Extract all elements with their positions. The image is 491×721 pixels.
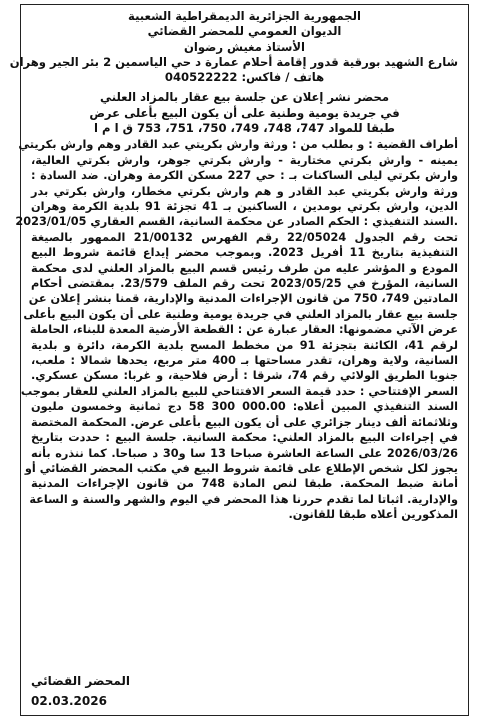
body-line: المودع و المؤشر عليه من طرف رئيس قسم البيع بالمزاد العلني لدى محكمة	[31, 261, 458, 275]
notice-title	[31, 90, 458, 136]
body-line: 2026/03/26 على الساعة العاشرة صباحا 13 سا و30 د صباحا. كما ننذره بأنه	[31, 446, 458, 460]
body-line: تحت رقم الجدول 22/05024 رقم الفهرس 21/00132 الممهور بالصيغة	[31, 230, 458, 244]
notice-header	[9, 9, 458, 85]
office-phone: هاتف / فاكس: 040522222	[164, 70, 325, 85]
body-line: يجوز لكل شخص الإطلاع على قائمة شروط البيع في مكتب المحضر القضائي أو	[24, 461, 458, 475]
body-line: السعر الإفتتاحي : حدد قيمة السعر الافتتاحي للبيع بالمزاد العلني للعقار بموجب	[20, 384, 458, 398]
body-line: جلسة بيع عقار بالمزاد العلني في جريدة يومية وطنية على أن يكون البيع بأعلى	[23, 307, 458, 321]
body-line: المذكورين أعلاه طبقا للقانون.	[288, 508, 458, 522]
body-line: في إجراءات البيع بالمزاد العلني: محكمة السانية. جلسة البيع : حددت بتاريخ	[31, 431, 458, 445]
body-line: السند التنفيذي المبين أعلاه: 000.00 300 58 دج ثمانية وخمسون مليون	[31, 400, 459, 414]
body-line: .السند التنفيذي : الحكم الصادر عن محكمة السانية، القسم العقاري 2023/01/05	[15, 215, 458, 229]
body-line: لرقم 41، الكائنة بتجزئة 91 من مخطط المسح بلدية الكرمة، دائرة و بلدية	[31, 338, 458, 352]
body-line: وثلاثمائة ألف دينار جزائري على أن يكون البيع بأعلى عرض. المحكمة المختصة	[31, 415, 458, 429]
body-line: السانية، المؤرخ في 2023/05/25 تحت رقم الملف 23/579. بمقتضى أحكام	[31, 277, 458, 291]
body-line: التنفيذية بتاريخ 11 أفريل 2023. وبموجب محضر إيداع قائمة شروط البيع	[31, 246, 459, 260]
body-line: والإدارية. اثباتا لما تقدم حررنا هذا المحضر في اليوم والشهر والسنة و الساعة	[29, 492, 458, 506]
office-address: شارع الشهيد بورقية قدور إقامة أحلام عمارة د حي الياسمين 2 بئر الجير وهران	[9, 54, 458, 69]
body-line: أطراف القضية : و بطلب من : ورثة وارش بكريتي عبد القادر وهم وارش بكريتي	[18, 138, 458, 152]
office-name: الديوان العمومي للمحضر القضائي	[147, 24, 342, 39]
body-line: المادتين 749، 750 من قانون الإجراءات المدنية والإدارية، قمنا بنشر إعلان عن	[28, 292, 458, 306]
signature-label: المحضر القضائي	[31, 674, 131, 688]
signature-date: 02.03.2026	[31, 694, 107, 708]
body-line: السانية، ولاية وهران، تقدر مساحتها بـ 400 متر مربع، يحدها شمالا : ملعب،	[31, 354, 458, 368]
body-line: جنوبا الطريق الولائي رقم 74، شرقا : أرض فلاحية، و غربا: مسكن عسكري.	[31, 369, 458, 383]
legal-notice	[9, 4, 469, 716]
title-line-2: في جريدة يومية وطنية على أن يكون البيع بأعلى عرض	[89, 105, 400, 120]
body-line: أمانة ضبط المحكمة. طبقا لنص المادة 748 من قانون الإجراءات المدنية	[31, 477, 458, 491]
title-line-3: طبقا للمواد 747، 748، 749، 750، 751، 753 ق ا م ا	[94, 121, 395, 136]
body-line: ورثة وارش بكريتي عبد القادر و هم وارش بكرتي مخطار، وارش بكرتي بدر	[31, 184, 458, 198]
republic-title: الجمهورية الجزائرية الديمقراطية الشعبية	[128, 9, 361, 23]
notice-body	[15, 137, 459, 522]
body-line: الدين، وارش بكرتي بومدين ، الساكنين بـ 41 تجزئة 91 بلدية الكرمة وهران	[31, 200, 458, 213]
body-line: يمينه - وارش بكرتي مختارية - وارش بكرتي جوهر، وارش بكرتي العالية،	[31, 153, 458, 167]
signature-block	[31, 671, 130, 711]
body-line: وارش بكرتي ليلى الساكنات بـ : حي 227 مسكن الكرمة وهران. ضد السادة :	[31, 169, 458, 183]
title-line-1: محضر نشر إعلان عن جلسة بيع عقار بالمزاد العلني	[99, 90, 390, 105]
body-line: عرض الآتي مضمونها: العقار عبارة عن : القطعة الأرضية المعدة للبناء، الحاملة	[29, 323, 458, 337]
bailiff-name: الأستاذ مغيش رضوان	[184, 39, 305, 54]
